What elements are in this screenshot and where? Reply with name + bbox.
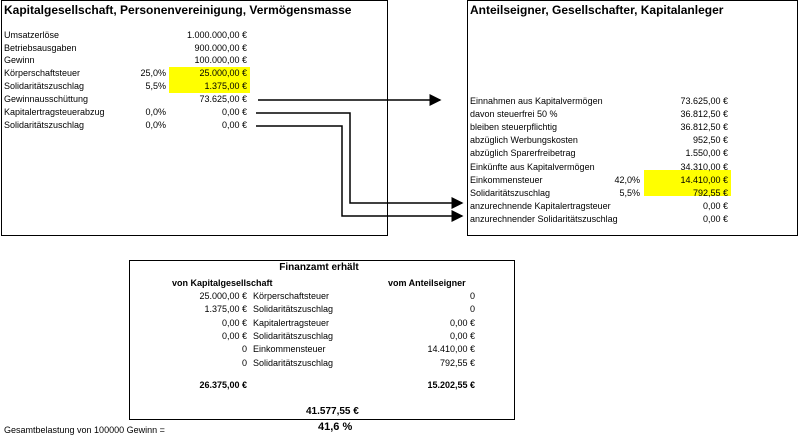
tax-office-company-value: 0 [241, 357, 247, 368]
company-row-label: Solidaritätszuschlag [4, 120, 85, 130]
shareholder-row-value: 952,50 € [692, 135, 728, 146]
company-row-rate: 0,0% [145, 107, 166, 117]
company-row-label: Körperschaftsteuer [4, 68, 81, 78]
tax-office-shareholder-value: 792,55 € [439, 357, 475, 368]
company-row-label: Gewinnausschüttung [4, 94, 89, 104]
shareholder-row-label: abzüglich Werbungskosten [470, 135, 578, 146]
total-burden-label: Gesamtbelastung von 100000 Gewinn = [4, 425, 165, 435]
company-row-value: 900.000,00 € [194, 43, 247, 53]
tax-office-shareholder-value: 0 [469, 304, 475, 315]
tax-office-company-value: 0,00 € [221, 330, 247, 341]
company-row-value: 73.625,00 € [199, 94, 247, 104]
company-row-label: Betriebsausgaben [4, 43, 77, 53]
shareholder-row-label: Einnahmen aus Kapitalvermögen [470, 96, 603, 106]
company-row-label: Kapitalertragsteuerabzug [4, 107, 105, 117]
tax-office-row-label: Kapitalertragsteuer [253, 317, 330, 328]
shareholder-row-value: 0,00 € [702, 200, 728, 211]
shareholder-row-value: 36.812,50 € [680, 109, 728, 120]
tax-office-row-label: Solidaritätszuschlag [253, 357, 334, 368]
company-row-label: Solidaritätszuschlag [4, 81, 85, 91]
shareholder-row-value: 14.410,00 € [680, 174, 728, 185]
company-row-rate: 25,0% [140, 68, 166, 78]
shareholder-row-value: 792,55 € [692, 187, 728, 198]
shareholder-panel-title: Anteilseigner, Gesellschafter, Kapitalanleger [470, 3, 724, 17]
shareholder-row-label: anzurechnende Kapitalertragsteuer [470, 200, 611, 211]
shareholder-row-rate: 42,0% [614, 174, 640, 185]
sum-shareholder: 15.202,55 € [427, 380, 475, 390]
company-row-value: 100.000,00 € [194, 55, 247, 65]
shareholder-row-value: 73.625,00 € [680, 96, 728, 106]
shareholder-row-value: 36.812,50 € [680, 122, 728, 133]
tax-office-row-label: Solidaritätszuschlag [253, 304, 334, 315]
total-tax: 41.577,55 € [306, 406, 359, 417]
tax-office-shareholder-value: 0,00 € [449, 330, 475, 341]
shareholder-row-label: bleiben steuerpflichtig [470, 122, 558, 133]
company-row-label: Umsatzerlöse [4, 30, 60, 40]
tax-office-company-value: 0,00 € [221, 317, 247, 328]
shareholder-row-label: anzurechnender Solidaritätszuschlag [470, 213, 618, 224]
shareholder-row-rate: 5,5% [619, 187, 640, 198]
company-panel-title: Kapitalgesellschaft, Personenvereinigung, Vermögensmasse [4, 3, 352, 17]
shareholder-row-label: davon steuerfrei 50 % [470, 109, 558, 120]
company-row-label: Gewinn [4, 55, 35, 65]
company-row-rate: 0,0% [145, 120, 166, 130]
tax-office-row-label: Einkommensteuer [253, 344, 326, 355]
shareholder-row-label: Einkommensteuer [470, 174, 543, 185]
company-row-value: 0,00 € [221, 107, 247, 117]
shareholder-row-value: 1.550,00 € [685, 148, 728, 159]
company-row-value: 1.000.000,00 € [186, 30, 247, 40]
company-row-rate: 5,5% [145, 81, 166, 91]
tax-office-row-label: Körperschaftsteuer [253, 291, 330, 301]
shareholder-row-value: 34.310,00 € [680, 161, 728, 172]
tax-office-company-value: 1.375,00 € [204, 304, 247, 315]
tax-office-title: Finanzamt erhält [279, 262, 359, 273]
tax-office-company-value: 0 [241, 344, 247, 355]
company-row-value: 0,00 € [221, 120, 247, 130]
col-header-company: von Kapitalgesellschaft [172, 278, 273, 288]
tax-office-row-label: Solidaritätszuschlag [253, 330, 334, 341]
company-row-value: 25.000,00 € [199, 68, 247, 78]
tax-office-shareholder-value: 0 [469, 291, 475, 301]
col-header-shareholder: vom Anteilseigner [388, 278, 466, 288]
company-row-value: 1.375,00 € [204, 81, 247, 91]
shareholder-row-label: abzüglich Sparerfreibetrag [470, 148, 576, 159]
tax-office-company-value: 25.000,00 € [199, 291, 247, 301]
total-burden-percent: 41,6 % [318, 421, 353, 433]
tax-office-shareholder-value: 0,00 € [449, 317, 475, 328]
shareholder-row-label: Solidaritätszuschlag [470, 187, 551, 198]
shareholder-row-value: 0,00 € [702, 213, 728, 224]
shareholder-row-label: Einkünfte aus Kapitalvermögen [470, 161, 595, 172]
tax-office-shareholder-value: 14.410,00 € [427, 344, 475, 355]
sum-company: 26.375,00 € [199, 380, 247, 390]
